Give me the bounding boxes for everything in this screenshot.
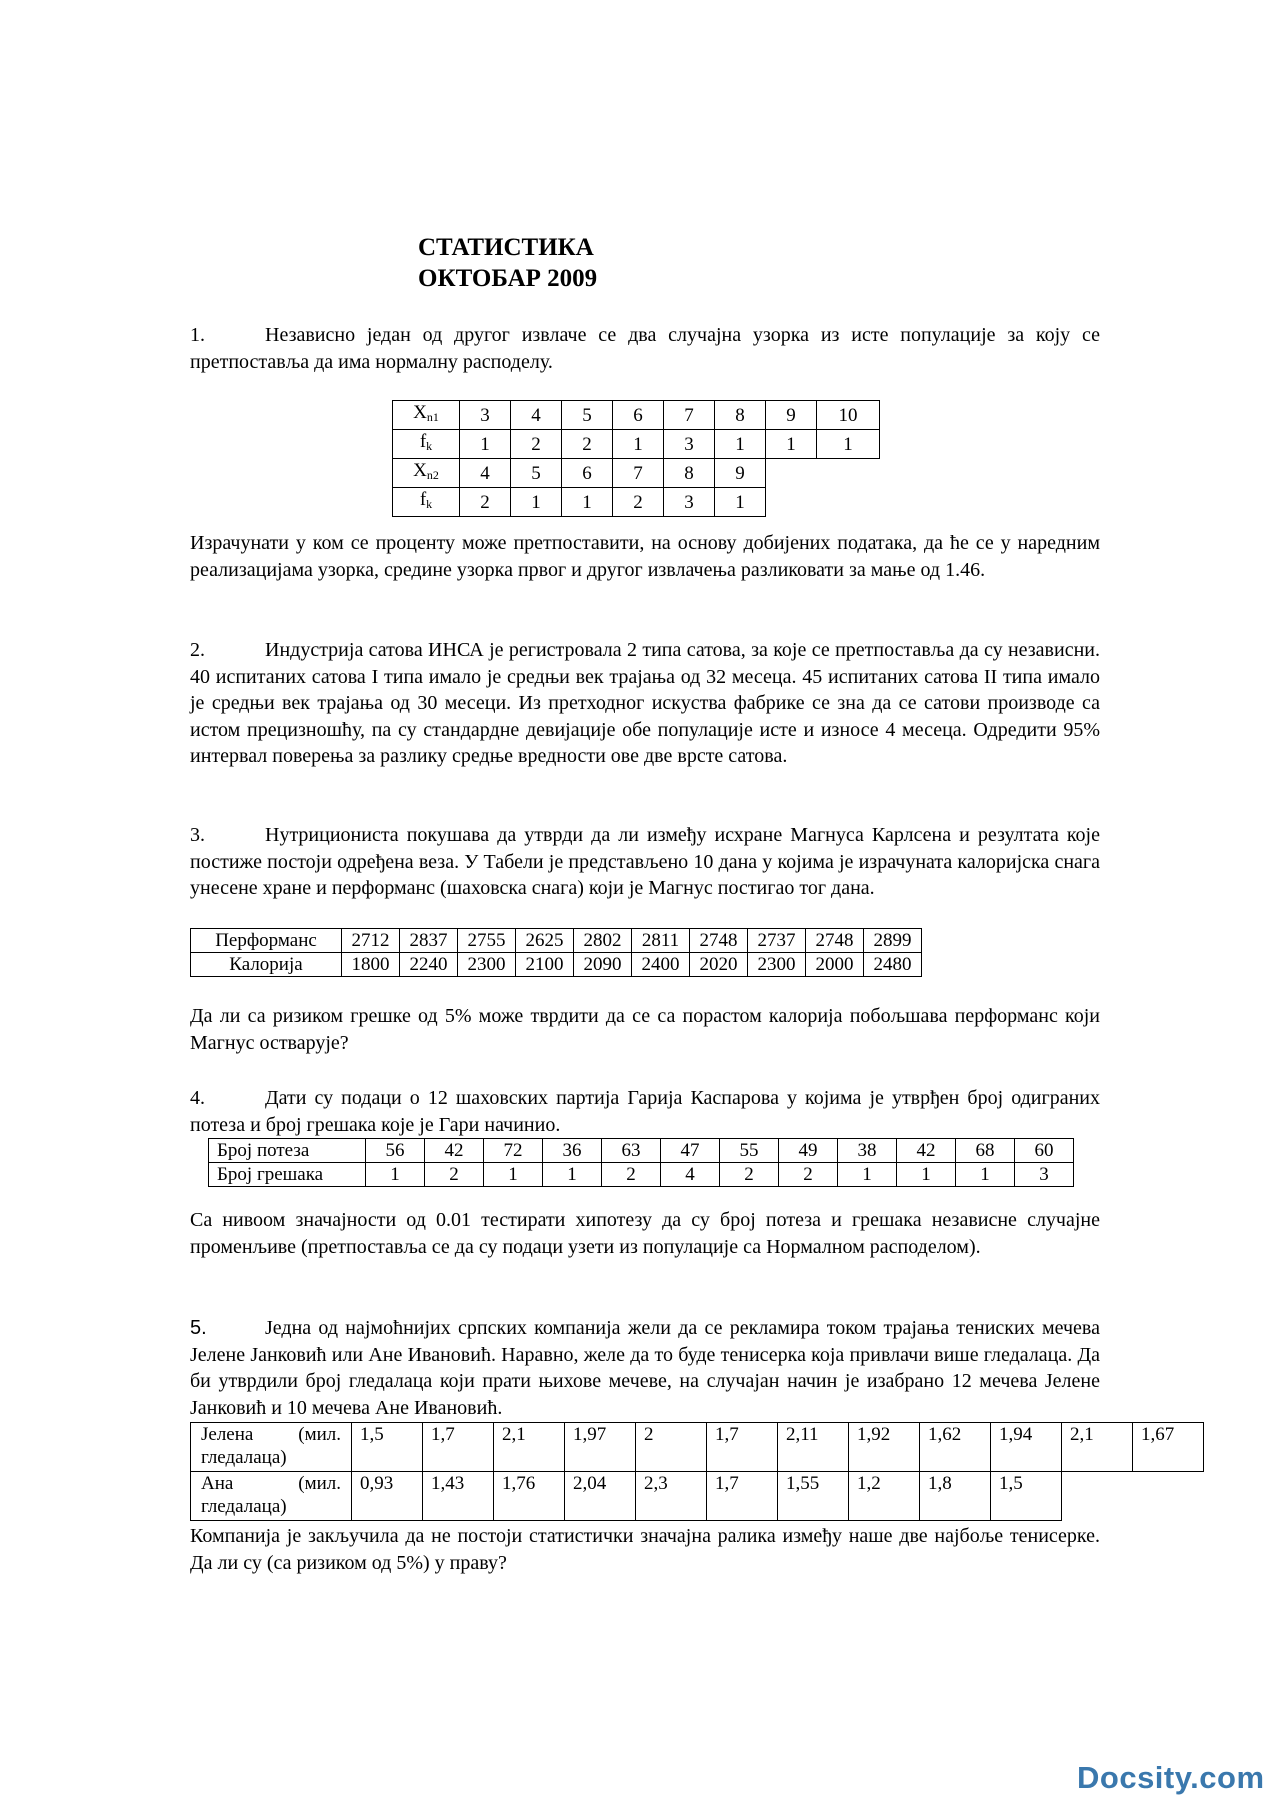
table-row	[191, 1472, 1204, 1521]
table-cell: 63	[602, 1139, 661, 1163]
empty-cell	[1062, 1472, 1133, 1521]
table-cell: 2,04	[565, 1472, 636, 1521]
table-cell: 2	[779, 1163, 838, 1187]
table-cell: 2748	[690, 929, 748, 953]
table-cell: 2300	[458, 953, 516, 977]
table-cell: 1	[766, 430, 817, 459]
table-cell: 1,7	[707, 1423, 778, 1472]
title-line-1: СТАТИСТИКА	[418, 234, 594, 261]
row-label: $X_{n2}$	[393, 459, 460, 488]
table-cell: 2802	[574, 929, 632, 953]
table-cell: 3	[460, 401, 511, 430]
table-cell: 2240	[400, 953, 458, 977]
table-cell: 2480	[864, 953, 922, 977]
table-cell: 47	[661, 1139, 720, 1163]
table-cell: 1,76	[494, 1472, 565, 1521]
title-line-2: ОКТОБАР 2009	[418, 265, 598, 292]
problem-3-question: Да ли са ризиком грешке од 5% може тврдити да се са порастом калорија побољшава перформанс који Магнус остварује?	[190, 1005, 1100, 1054]
table-cell: 72	[484, 1139, 543, 1163]
problem-1-text	[190, 322, 1100, 375]
row-label: Перформанс	[191, 929, 342, 953]
empty-cell	[766, 459, 817, 488]
table-cell: 2	[562, 430, 613, 459]
problem-number: 1.	[190, 324, 205, 346]
table-cell: 1,5	[991, 1472, 1062, 1521]
problem-3-table	[190, 928, 922, 977]
table-cell: 1,62	[920, 1423, 991, 1472]
table-cell: 1	[956, 1163, 1015, 1187]
table-cell: 2300	[748, 953, 806, 977]
table-cell: 1,43	[423, 1472, 494, 1521]
table-cell: 2100	[516, 953, 574, 977]
table-cell: 1	[897, 1163, 956, 1187]
problem-4-question: Са нивоом значајности од 0.01 тестирати хипотезу да су број потеза и грешака независне случајне променљиве (претпоставља се да су подаци узети из популације са Нормалном расподелом).	[190, 1209, 1100, 1258]
empty-cell	[817, 459, 880, 488]
problem-1-statement: Независно један од другог извлаче се два случајна узорка из исте популације за коју се претпоставља да има нормалну расподелу.	[190, 324, 1100, 373]
table-cell: 2,11	[778, 1423, 849, 1472]
problem-2-statement: Индустрија сатова ИНСА је регистровала 2 типа сатова, за које се претпоставља да су независни. 40 испитаних сатова I типа имало је средњи век трајања од 32 месеца. 45 испитаних сатова II типа имало је средњи век трајања од 30 месеци. Из претходног искуства фабрике се зна да се сатови производе са истом прецизношћу, па су стандардне девијације обе популације исте и износе 4 месеца. Одредити 95% интервал поверења за разлику средње вредности ове две врсте сатова.	[190, 639, 1100, 767]
empty-cell	[766, 488, 817, 517]
table-cell: 1	[562, 488, 613, 517]
row-label: Ана (мил. гледалаца)	[191, 1472, 352, 1521]
table-cell: 1,2	[849, 1472, 920, 1521]
row-label: Јелена (мил. гледалаца)	[191, 1423, 352, 1472]
problem-2-text	[190, 637, 1100, 770]
table-cell: 2	[720, 1163, 779, 1187]
table-cell: 60	[1015, 1139, 1074, 1163]
table-cell: 2748	[806, 929, 864, 953]
table-cell: 49	[779, 1139, 838, 1163]
problem-5-text	[190, 1315, 1100, 1421]
table-cell: 1,7	[423, 1423, 494, 1472]
table-cell: 2,3	[636, 1472, 707, 1521]
empty-cell	[817, 488, 880, 517]
table-cell: 1,55	[778, 1472, 849, 1521]
table-row	[191, 1423, 1204, 1472]
problem-number: 2.	[190, 639, 205, 661]
problem-4-text	[190, 1085, 1100, 1138]
table-row	[209, 1163, 1074, 1187]
table-cell: 3	[664, 430, 715, 459]
table-cell: 1,8	[920, 1472, 991, 1521]
table-cell: 55	[720, 1139, 779, 1163]
table-cell: 2625	[516, 929, 574, 953]
table-cell: 5	[562, 401, 613, 430]
problem-3-text	[190, 822, 1100, 902]
table-cell: 4	[511, 401, 562, 430]
table-cell: 2	[460, 488, 511, 517]
problem-1-table	[392, 400, 880, 517]
docsity-watermark[interactable]: Docsity.com	[1077, 1760, 1265, 1795]
table-cell: 1	[460, 430, 511, 459]
problem-5-statement: Једна од најмоћнијих српских компанија жели да се рекламира током трајања тениских мечева Јелене Јанковић или Ане Ивановић. Наравно, желе да то буде тенисерка која привлачи више гледалаца. Да би утврдили број гледалаца који прати њихове мечеве, на случајан начин је изабрано 12 мечева Јелене Јанковић и 10 мечева Ане Ивановић.	[190, 1317, 1100, 1419]
table-cell: 2755	[458, 929, 516, 953]
table-cell: 9	[766, 401, 817, 430]
problem-number: 3.	[190, 824, 205, 846]
table-cell: 2	[613, 488, 664, 517]
table-cell: 7	[664, 401, 715, 430]
table-cell: 8	[715, 401, 766, 430]
table-cell: 2837	[400, 929, 458, 953]
problem-4-table	[208, 1138, 1074, 1187]
row-label: $f_k$	[393, 430, 460, 459]
table-cell: 7	[613, 459, 664, 488]
table-cell: 1	[613, 430, 664, 459]
table-row	[191, 929, 922, 953]
table-cell: 2090	[574, 953, 632, 977]
row-label: Број потеза	[209, 1139, 366, 1163]
problem-number: 4.	[190, 1087, 205, 1109]
table-cell: 2400	[632, 953, 690, 977]
document-title	[418, 232, 597, 294]
table-row	[393, 401, 880, 430]
table-cell: 1	[715, 488, 766, 517]
table-cell: 1,94	[991, 1423, 1062, 1472]
table-row	[393, 430, 880, 459]
table-cell: 2020	[690, 953, 748, 977]
table-row	[209, 1139, 1074, 1163]
row-label: $X_{n1}$	[393, 401, 460, 430]
table-cell: 56	[366, 1139, 425, 1163]
table-cell: 36	[543, 1139, 602, 1163]
table-row	[393, 488, 880, 517]
table-cell: 10	[817, 401, 880, 430]
table-cell: 9	[715, 459, 766, 488]
table-cell: 1	[484, 1163, 543, 1187]
table-cell: 1,67	[1133, 1423, 1204, 1472]
problem-4-statement: Дати су подаци о 12 шаховских партија Гарија Каспарова у којима је утврђен број одиграних потеза и број грешака које је Гари начинио.	[190, 1087, 1100, 1136]
table-cell: 2000	[806, 953, 864, 977]
row-label: $f_k$	[393, 488, 460, 517]
table-row	[191, 953, 922, 977]
problem-3-statement: Нутрициониста покушава да утврди да ли између исхране Магнуса Карлсена и резултата које постиже постоји одређена веза. У Табели је представљено 10 дана у којима је израчуната калоријска снага унесене хране и перформанс (шаховска снага) који је Магнус постигао тог дана.	[190, 824, 1100, 899]
table-cell: 1,97	[565, 1423, 636, 1472]
table-cell: 8	[664, 459, 715, 488]
table-cell: 3	[1015, 1163, 1074, 1187]
problem-number: 5.	[190, 1317, 207, 1339]
table-cell: 2737	[748, 929, 806, 953]
table-cell: 2	[425, 1163, 484, 1187]
table-cell: 2	[511, 430, 562, 459]
table-cell: 2	[602, 1163, 661, 1187]
problem-5-table	[190, 1422, 1204, 1521]
table-cell: 1	[511, 488, 562, 517]
problem-5-question: Компанија је закључила да не постоји статистички значајна ралика између наше две најбоље тенисерке. Да ли су (са ризиком од 5%) у праву?	[190, 1525, 1100, 1574]
row-label: Калорија	[191, 953, 342, 977]
table-row	[393, 459, 880, 488]
table-cell: 1,92	[849, 1423, 920, 1472]
table-cell: 1	[366, 1163, 425, 1187]
table-cell: 68	[956, 1139, 1015, 1163]
table-cell: 38	[838, 1139, 897, 1163]
table-cell: 1	[838, 1163, 897, 1187]
table-cell: 6	[562, 459, 613, 488]
empty-cell	[1133, 1472, 1204, 1521]
table-cell: 4	[460, 459, 511, 488]
table-cell: 1	[543, 1163, 602, 1187]
table-cell: 42	[897, 1139, 956, 1163]
problem-1-question: Израчунати у ком се проценту може претпоставити, на основу добијених података, да ће се у наредним реализацијама узорка, средине узорка првог и другог извлачења разликовати за мање од 1.46.	[190, 532, 1100, 581]
table-cell: 5	[511, 459, 562, 488]
table-cell: 2,1	[1062, 1423, 1133, 1472]
table-cell: 1	[715, 430, 766, 459]
table-cell: 3	[664, 488, 715, 517]
table-cell: 2811	[632, 929, 690, 953]
table-cell: 0,93	[352, 1472, 423, 1521]
table-cell: 2,1	[494, 1423, 565, 1472]
table-cell: 1800	[342, 953, 400, 977]
table-cell: 42	[425, 1139, 484, 1163]
table-cell: 2	[636, 1423, 707, 1472]
table-cell: 4	[661, 1163, 720, 1187]
table-cell: 2899	[864, 929, 922, 953]
table-cell: 2712	[342, 929, 400, 953]
table-cell: 6	[613, 401, 664, 430]
table-cell: 1,7	[707, 1472, 778, 1521]
table-cell: 1	[817, 430, 880, 459]
row-label: Број грешака	[209, 1163, 366, 1187]
table-cell: 1,5	[352, 1423, 423, 1472]
